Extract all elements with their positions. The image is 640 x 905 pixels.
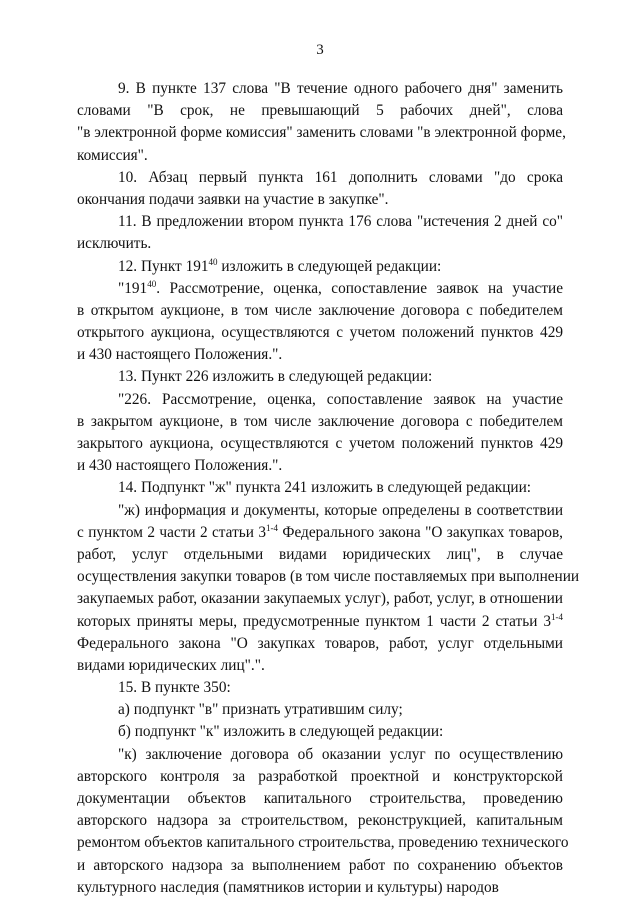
text-line: б) подпункт "к" изложить в следующей редакции: — [118, 723, 444, 741]
text-line: документации объектов капитального строительства, проведению — [77, 790, 563, 807]
text-line: "к) заключение договора об оказании услуг по осуществлению — [118, 745, 563, 763]
paragraph — [77, 389, 563, 478]
paragraph — [77, 721, 563, 743]
page-number: 3 — [316, 42, 324, 58]
text-line: закупаемых работ, оказании закупаемых услуг), работ, услуг, в отношении — [77, 590, 563, 608]
text-line: "226. Рассмотрение, оценка, сопоставление заявок на участие — [118, 390, 563, 408]
text-line: которых приняты меры, предусмотренные пунктом 1 части 2 статьи 3$^{1-4}$ — [77, 611, 563, 630]
text-line: 9. В пункте 137 слова "В течение одного рабочего дня" заменить — [118, 80, 563, 97]
text-line: в открытом аукционе, в том числе заключение договора с победителем — [77, 301, 563, 319]
paragraph — [77, 256, 563, 278]
text-line: авторского контроля за разработкой проектной и конструкторской — [77, 767, 563, 785]
text-line: видами юридических лиц".". — [77, 656, 265, 674]
text-line: осуществления закупки товаров (в том числе поставляемых при выполнении — [77, 568, 580, 586]
text-line: "в электронной форме комиссия" заменить словами "в электронной форме, — [77, 124, 566, 142]
paragraph — [77, 699, 563, 721]
text-line: 11. В предложении втором пункта 176 слова "истечения 2 дней со" — [118, 213, 563, 231]
paragraph — [77, 744, 569, 899]
text-line: исключить. — [77, 235, 152, 253]
text-line: и 430 настоящего Положения.". — [77, 457, 283, 475]
text-line: "ж) информация и документы, которые определены в соответствии — [118, 501, 563, 519]
text-line: 13. Пункт 226 изложить в следующей редакции: — [118, 368, 433, 386]
text-line: словами "В срок, не превышающий 5 рабочих дней", слова — [77, 102, 563, 120]
text-line: и авторского надзора за выполнением работ по сохранению объектов — [77, 856, 563, 874]
paragraph — [77, 167, 563, 211]
text-line: комиссия". — [77, 146, 148, 164]
text-line: закрытого аукциона, осуществляются с учетом положений пунктов 429 — [77, 435, 563, 452]
text-line: работ, услуг отдельными видами юридических лиц", в случае — [77, 545, 563, 563]
document-body — [77, 78, 580, 899]
text-line: 10. Абзац первый пункта 161 дополнить словами "до срока — [118, 168, 563, 186]
text-line: 14. Подпункт "ж" пункта 241 изложить в следующей редакции: — [118, 479, 532, 497]
text-line: а) подпункт "в" признать утратившим силу; — [118, 701, 403, 719]
paragraph — [77, 278, 563, 367]
text-line: авторского надзора за строительством, реконструкцией, капитальным — [77, 812, 563, 830]
paragraph — [77, 211, 563, 255]
text-line: с пунктом 2 части 2 статьи 3$^{1-4}$ Федерального закона "О закупках товаров, — [77, 522, 563, 541]
text-line: культурного наследия (памятников истории и культуры) народов — [77, 878, 499, 896]
text-line: окончания подачи заявки на участие в закупке". — [77, 190, 389, 208]
paragraph — [77, 477, 563, 499]
text-line: открытого аукциона, осуществляются с учетом положений пунктов 429 — [77, 324, 563, 342]
paragraph — [77, 366, 563, 388]
text-line: Федерального закона "О закупках товаров, работ, услуг отдельными — [77, 634, 563, 652]
text-line: 15. В пункте 350: — [118, 679, 231, 697]
paragraph — [77, 500, 580, 678]
paragraph — [77, 78, 566, 167]
text-line: и 430 настоящего Положения.". — [77, 346, 283, 364]
text-line: "$191^{40}$. Рассмотрение, оценка, сопоставление заявок на участие — [118, 278, 563, 297]
text-line: 12. Пункт $191^{40}$ изложить в следующей редакции: — [118, 256, 442, 275]
text-line: ремонтом объектов капитального строительства, проведению технического — [77, 834, 569, 852]
text-line: в закрытом аукционе, в том числе заключение договора с победителем — [77, 412, 563, 430]
paragraph — [77, 677, 563, 699]
